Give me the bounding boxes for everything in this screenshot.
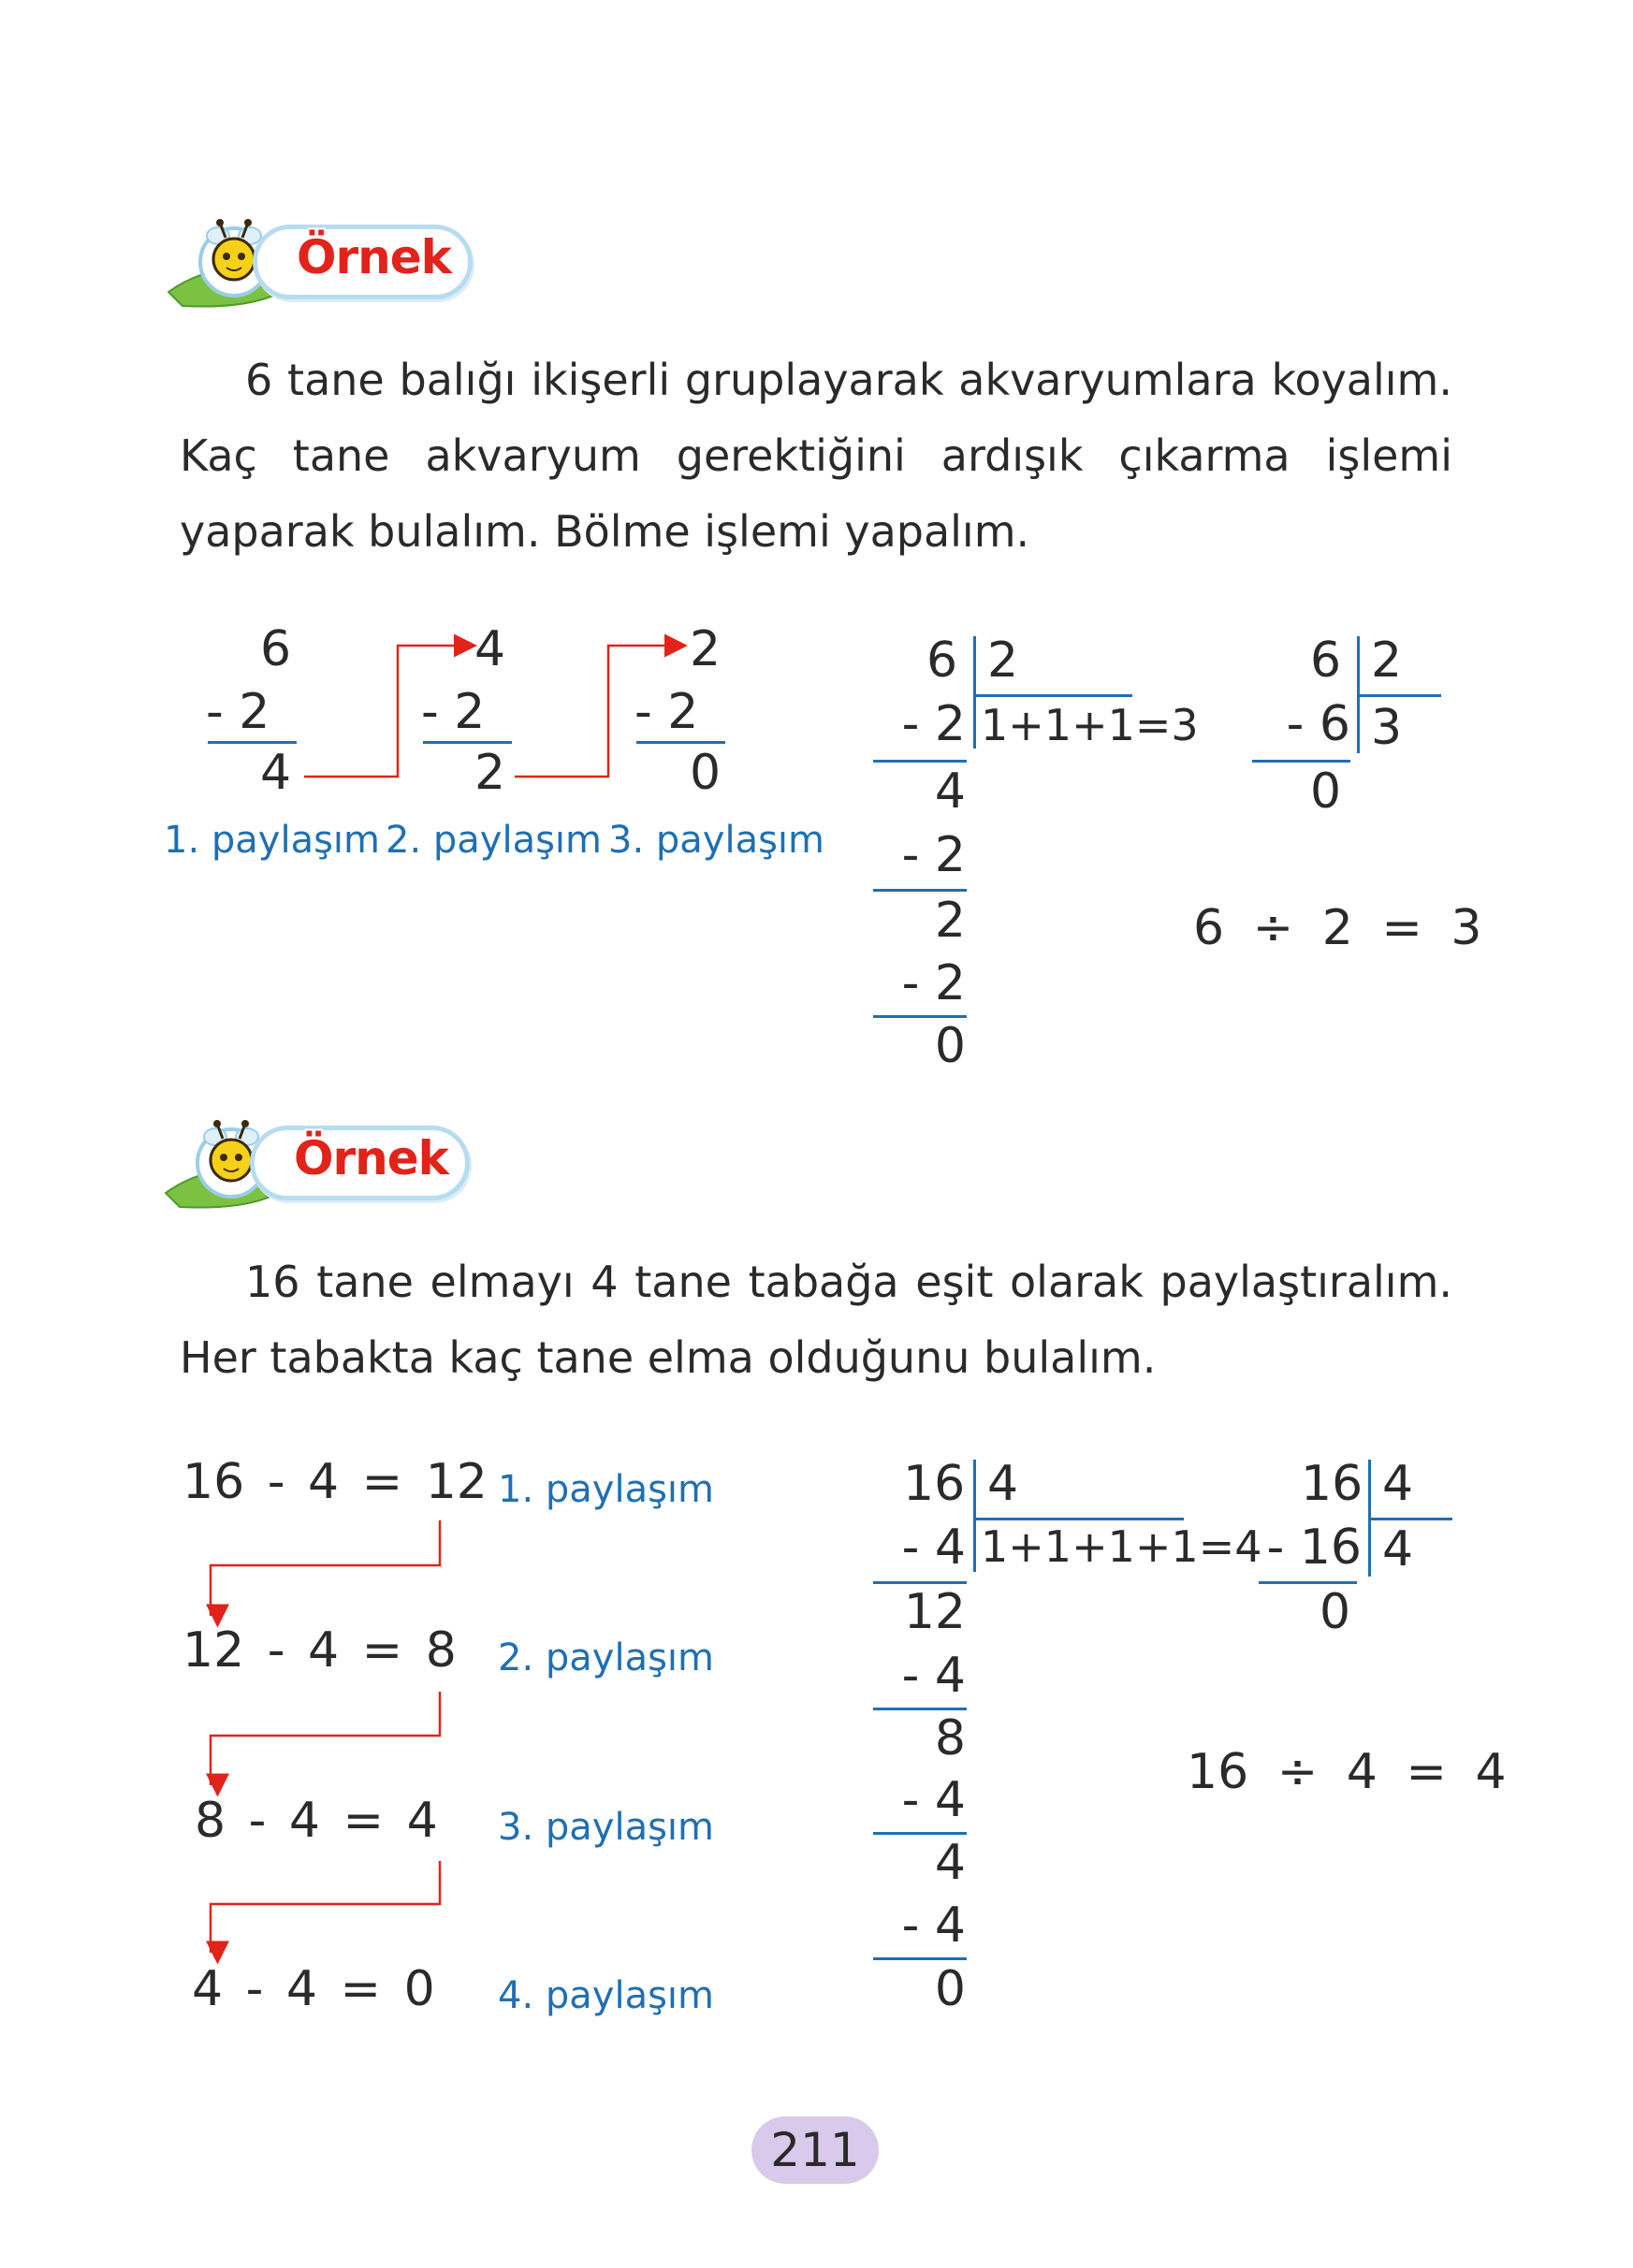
ld1-row4: 2 [934,893,966,949]
step3-top: 2 [690,621,722,677]
ld1-line2 [873,889,967,892]
ld2-row8: 0 [934,1961,966,2017]
sd1-divider-h [1357,694,1441,697]
ld1-dividend: 6 [926,632,958,689]
step3-label: 3. paylaşım [608,819,824,862]
example-badge-1 [164,217,473,311]
step1-top: 6 [260,621,292,677]
ld1-divider-h [973,694,1132,697]
step-arrows-icon [192,1520,454,1979]
sd2-rem: 0 [1320,1584,1351,1640]
step2-res: 2 [474,745,506,801]
ld1-row6: 0 [934,1018,966,1074]
example1-text [180,342,1452,570]
ld1-row1: - 2 [901,696,966,752]
ld1-row5: - 2 [901,955,966,1011]
ld1-line1 [873,760,967,763]
sd2-divider-h [1368,1518,1452,1520]
step1-sub: - 2 [206,684,270,740]
sd1-quotient: 3 [1371,700,1403,756]
step3-sub: - 2 [634,684,699,740]
step3-res: 0 [690,745,722,801]
ld2-dividend: 16 [903,1456,966,1512]
ld2-row5: - 4 [901,1772,966,1828]
ld2-row6: 4 [934,1835,966,1891]
ex2-step2-eq: 12 - 4 = 8 [182,1622,457,1679]
badge-label: Örnek [294,1131,448,1185]
sd2-quotient: 4 [1382,1521,1414,1577]
ld1-quotient: 1+1+1=3 [981,700,1199,750]
ld2-line4 [873,1957,967,1960]
ld1-row2: 4 [934,763,966,820]
step1-res: 4 [260,745,292,801]
ld2-row2: 12 [903,1584,966,1640]
sd1-rem: 0 [1310,763,1342,820]
ld2-divisor: 4 [987,1456,1019,1512]
step2-sub: - 2 [421,684,486,740]
step-arrows-icon [281,621,693,786]
sd2-sub: - 16 [1266,1519,1362,1576]
example2-paragraph: 16 tane elmayı 4 tane tabağa eşit olarak paylaştıralım. Her tabakta kaç tane elma olduğunu bulalım. [180,1257,1452,1383]
ex2-step2-label: 2. paylaşım [498,1636,714,1679]
ex2-step1-label: 1. paylaşım [498,1468,714,1511]
ld2-quotient: 1+1+1+1=4 [981,1521,1262,1572]
sd2-dividend: 16 [1301,1456,1363,1512]
step2-top: 4 [474,621,506,677]
example1-paragraph: 6 tane balığı ikişerli gruplayarak akvaryumlara koyalım. Kaç tane akvaryum gerektiğini ardışık çıkarma işlemi yaparak bulalım. Bölme işlemi yapalım. [180,355,1452,557]
ex2-step1-eq: 16 - 4 = 12 [182,1454,488,1510]
ld2-row1: - 4 [901,1519,966,1576]
example1-equation: 6 ÷ 2 = 3 [1193,900,1482,956]
example2-text [180,1244,1452,1396]
sd2-divisor: 4 [1382,1456,1414,1512]
ld1-divisor: 2 [987,632,1019,689]
ex2-step4-eq: 4 - 4 = 0 [192,1961,435,2017]
sd1-sub: - 6 [1286,696,1350,752]
ld2-divider-v [973,1460,976,1572]
ld2-divider-h [973,1518,1184,1520]
ex2-step3-eq: 8 - 4 = 4 [195,1793,438,1849]
ld1-divider-v [973,636,976,749]
ld1-row3: - 2 [901,827,966,883]
sd1-divisor: 2 [1371,632,1403,689]
page-number: 211 [751,2116,879,2184]
ld2-row7: - 4 [901,1897,966,1954]
sd1-line [1252,760,1350,763]
ld2-row4: 8 [934,1710,966,1766]
ex2-step3-label: 3. paylaşım [498,1806,714,1849]
badge-label: Örnek [297,230,451,284]
ex2-step4-label: 4. paylaşım [498,1974,714,2017]
step2-label: 2. paylaşım [386,819,602,862]
example-badge-2 [161,1118,470,1212]
step1-label: 1. paylaşım [164,819,380,862]
ld2-row3: - 4 [901,1648,966,1704]
example2-equation: 16 ÷ 4 = 4 [1187,1744,1507,1800]
sd1-dividend: 6 [1310,632,1342,689]
